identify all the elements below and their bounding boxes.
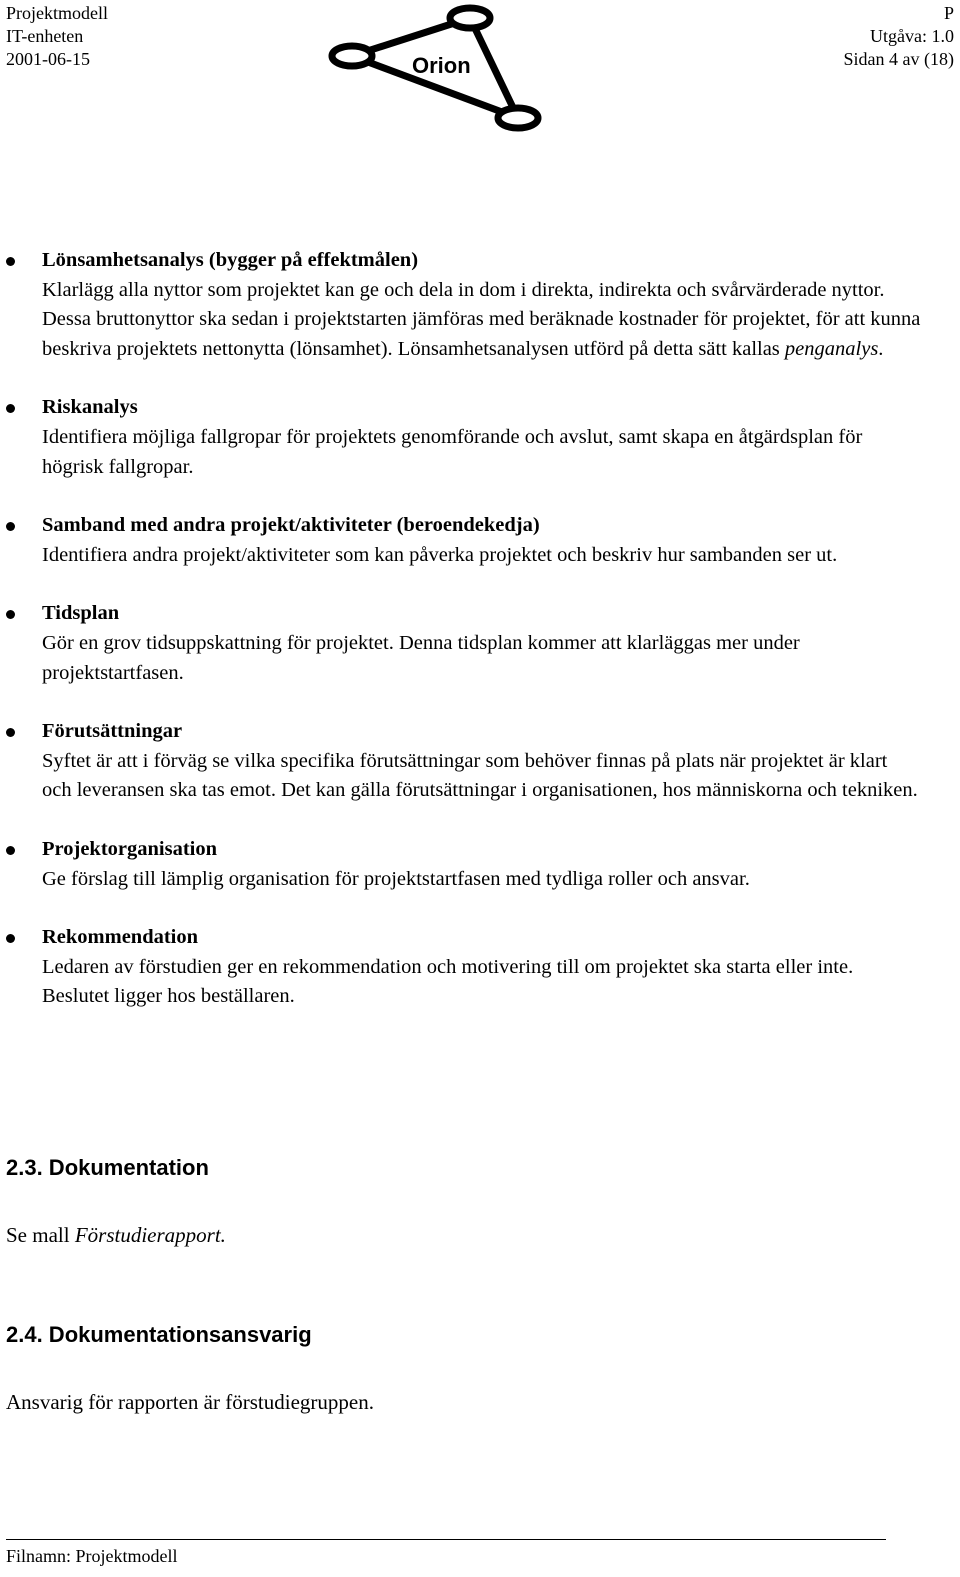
header-page-number: Sidan 4 av (18): [843, 49, 954, 69]
section-text: Se mall: [6, 1223, 75, 1247]
header-date: 2001-06-15: [6, 49, 90, 69]
logo-text: Orion: [412, 53, 471, 78]
section-text-dokumentationsansvarig: Ansvarig för rapporten är förstudiegruppen.: [6, 1390, 374, 1414]
list-item-body: [42, 276, 922, 365]
list-item-body: Syftet är att i förväg se vilka specifika förutsättningar som behöver finnas på plats när projektet är klart och leveransen ska tas emot. Det kan gälla förutsättningar i organisationen, hos människorna och tekniken.: [42, 749, 918, 802]
header-department: IT-enheten: [6, 26, 84, 46]
list-item-body: Identifiera andra projekt/aktiviteter som kan påverka projektet och beskriv hur sambanden ser ut.: [42, 543, 838, 566]
header-doc-title: Projektmodell: [6, 3, 108, 23]
list-item-riskanalys: [0, 393, 960, 482]
section-text-dokumentation: [6, 1221, 226, 1249]
footer-filename: Filnamn: Projektmodell: [6, 1546, 178, 1566]
list-item-title: Rekommendation: [42, 926, 199, 949]
list-item-forutsattningar: [0, 717, 960, 806]
header-right: [844, 2, 954, 71]
header-version: Utgåva: 1.0: [870, 26, 954, 46]
list-item-body: Ledaren av förstudien ger en rekommendation och motivering till om projektet ska starta eller inte. Beslutet ligger hos beställaren.: [42, 955, 854, 1008]
list-item-title: Projektorganisation: [42, 837, 218, 860]
list-item-body: Identifiera möjliga fallgropar för projektets genomförande och avslut, samt skapa en åtgärdsplan för högrisk fallgropar.: [42, 425, 863, 478]
list-item-body-emphasis: penganalys: [784, 337, 879, 360]
list-item-rekommendation: [0, 923, 960, 1012]
footer-divider: [6, 1539, 886, 1540]
bullet-icon: [6, 404, 15, 413]
list-item-title: Lönsamhetsanalys (bygger på effektmålen): [42, 249, 419, 271]
bullet-icon: [6, 728, 15, 737]
list-item-lonsamhetsanalys: [0, 246, 960, 364]
bullet-icon: [6, 610, 15, 619]
bullet-icon: [6, 257, 15, 266]
list-item-body-end: .: [878, 337, 884, 360]
list-item-title: Samband med andra projekt/aktiviteter (beroendekedja): [42, 514, 540, 537]
list-item-samband: [0, 511, 960, 570]
list-item-body: Gör en grov tidsuppskattning för projektet. Denna tidsplan kommer att klarläggas mer under projektstartfasen.: [42, 631, 800, 684]
bullet-icon: [6, 846, 15, 855]
template-name: Förstudierapport.: [74, 1223, 226, 1247]
list-item-tidsplan: [0, 599, 960, 688]
header-left: [6, 2, 108, 71]
bullet-icon: [6, 934, 15, 943]
list-item-body: Ge förslag till lämplig organisation för projektstartfasen med tydliga roller och ansvar.: [42, 867, 750, 890]
section-heading-dokumentation: 2.3. Dokumentation: [6, 1155, 209, 1180]
list-item-projektorganisation: [0, 835, 960, 894]
list-item-body-text: Klarlägg alla nyttor som projektet kan ge och dela in dom i direkta, indirekta och svårvärderade nyttor. Dessa bruttonyttor ska sedan i projektstarten jämföras med beräknade kostnader för projektet, för att kunna beskriva projektets nettonytta (lönsamhet). Lönsamhetsanalysen utförd på detta sätt kallas: [42, 278, 921, 360]
list-item-title: Riskanalys: [42, 396, 138, 419]
bullet-icon: [6, 522, 15, 531]
list-item-title: Förutsättningar: [42, 720, 183, 743]
section-heading-dokumentationsansvarig: 2.4. Dokumentationsansvarig: [6, 1322, 312, 1347]
bullet-list: [0, 246, 960, 1041]
list-item-title: Tidsplan: [42, 602, 120, 625]
header-code: P: [943, 3, 954, 23]
